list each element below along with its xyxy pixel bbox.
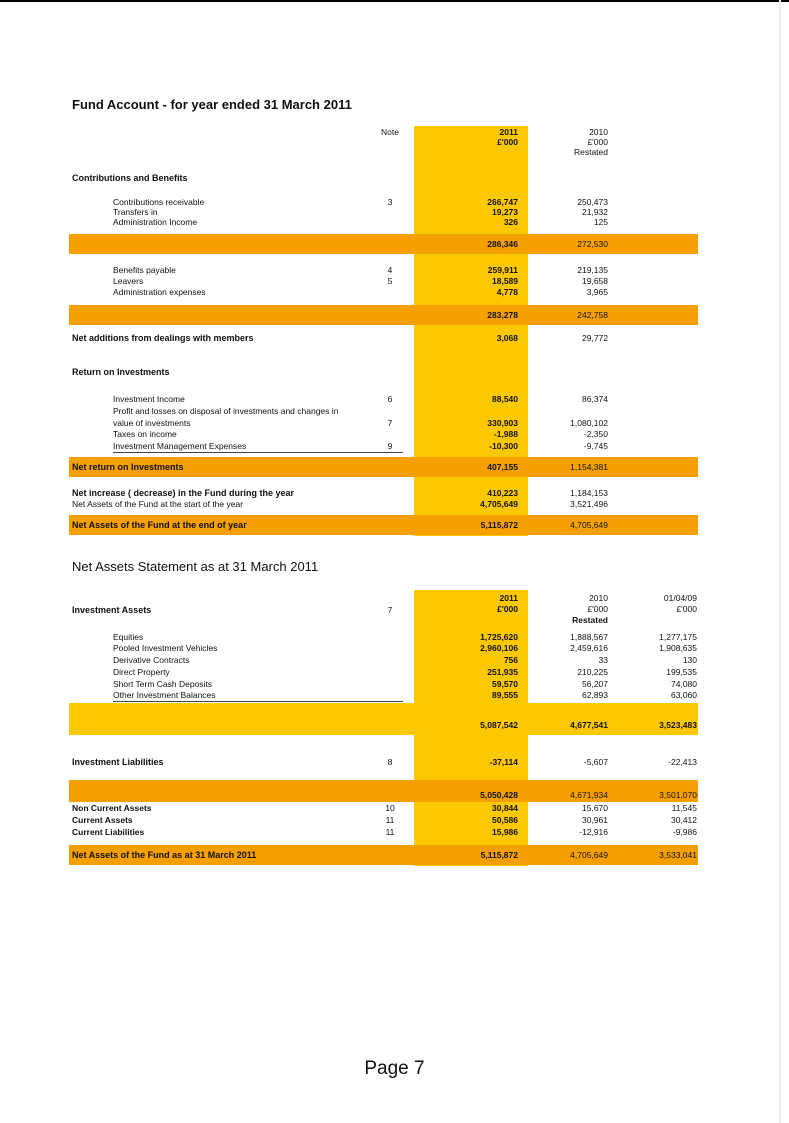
row-label: Benefits payable bbox=[113, 265, 176, 275]
final-net-assets-2010: 4,705,649 bbox=[570, 850, 608, 860]
row-label: Administration Income bbox=[113, 217, 198, 227]
row-2009-value: -9,986 bbox=[672, 827, 697, 837]
row-2011-value: 756 bbox=[503, 655, 518, 665]
row-2011-value: 15,986 bbox=[492, 827, 518, 837]
row-label: Leavers bbox=[113, 276, 144, 286]
subtotal-2010: 4,671,934 bbox=[570, 790, 608, 800]
year-2011-header: 2011 bbox=[499, 127, 518, 137]
net-assets-end-2011: 5,115,872 bbox=[480, 520, 518, 530]
row-2010-value: 19,658 bbox=[582, 276, 608, 286]
contributions-heading: Contributions and Benefits bbox=[72, 173, 188, 183]
row-note: 10 bbox=[385, 803, 395, 813]
row-2009-value: 1,908,635 bbox=[659, 643, 697, 653]
net-assets-start-2010: 3,521,496 bbox=[570, 499, 608, 509]
net-additions-label: Net additions from dealings with members bbox=[72, 333, 254, 343]
row-2009-value: 11,545 bbox=[671, 803, 697, 813]
row-label: Current Liabilities bbox=[72, 827, 145, 837]
net-assets-end-band bbox=[69, 515, 698, 535]
investment-liabilities-2009: -22,413 bbox=[668, 757, 697, 767]
row-2010-value: -9,745 bbox=[583, 441, 608, 451]
row-2011-value: 50,586 bbox=[492, 815, 518, 825]
na-year-2010-unit: £'000 bbox=[587, 604, 608, 614]
row-2010-value: 1,888,567 bbox=[570, 632, 608, 642]
row-2010-value: -12,916 bbox=[579, 827, 608, 837]
row-label: Investment Management Expenses bbox=[113, 441, 247, 451]
row-2010-value: 1,080,102 bbox=[570, 418, 608, 428]
row-2011-value: 30,844 bbox=[492, 803, 518, 813]
net-return-label: Net return on Investments bbox=[72, 462, 184, 472]
row-note: 3 bbox=[387, 197, 393, 207]
na-year-2009-unit: £'000 bbox=[676, 604, 697, 614]
row-2010-value: 33 bbox=[598, 655, 608, 665]
na-year-2009-header: 01/04/09 bbox=[663, 593, 697, 603]
row-label: Current Assets bbox=[72, 815, 133, 825]
row-2011-value: -10,300 bbox=[489, 441, 518, 451]
contributions-total-2011: 286,346 bbox=[487, 239, 518, 249]
assets-total-2009: 3,523,483 bbox=[659, 720, 697, 730]
row-2009-value: 130 bbox=[682, 655, 697, 665]
investment-assets-heading: Investment Assets bbox=[72, 605, 152, 615]
row-note: 5 bbox=[387, 276, 393, 286]
net-assets-end-2010: 4,705,649 bbox=[570, 520, 608, 530]
net-return-2011: 407,155 bbox=[487, 462, 518, 472]
row-2010-value: -2,350 bbox=[583, 429, 608, 439]
investment-liabilities-2011: -37,114 bbox=[489, 757, 518, 767]
row-2009-value: 1,277,175 bbox=[659, 632, 697, 642]
row-note: 6 bbox=[387, 394, 393, 404]
page-top-border bbox=[0, 0, 789, 2]
assets-total-band bbox=[69, 703, 698, 735]
row-label: Short Term Cash Deposits bbox=[113, 679, 213, 689]
row-2010-value: 86,374 bbox=[582, 394, 608, 404]
row-label: Investment Income bbox=[113, 394, 185, 404]
row-2009-value: 63,060 bbox=[671, 690, 697, 700]
row-2011-value: 2,960,106 bbox=[480, 643, 518, 653]
row-note: 9 bbox=[387, 441, 393, 451]
return-rows-underline bbox=[113, 452, 403, 453]
na-year-2011-unit: £'000 bbox=[497, 604, 518, 614]
row-2011-value: 330,903 bbox=[487, 418, 518, 428]
restated-label: Restated bbox=[573, 147, 608, 157]
final-net-assets-band bbox=[69, 845, 698, 865]
assets-total-2011: 5,087,542 bbox=[480, 720, 518, 730]
investment-assets-note: 7 bbox=[387, 605, 393, 615]
assets-total-2010: 4,677,541 bbox=[570, 720, 608, 730]
row-2010-value: 3,965 bbox=[586, 287, 608, 297]
row-label: Taxes on income bbox=[113, 429, 177, 439]
subtotal-band bbox=[69, 780, 698, 802]
row-2011-value: 19,273 bbox=[492, 207, 518, 217]
net-return-2010: 1,154,381 bbox=[570, 462, 608, 472]
contributions-total-2010: 272,530 bbox=[577, 239, 608, 249]
investment-liabilities-label: Investment Liabilities bbox=[72, 757, 164, 767]
investment-liabilities-2010: -5,607 bbox=[583, 757, 608, 767]
row-2010-value: 250,473 bbox=[577, 197, 608, 207]
row-label: Pooled Investment Vehicles bbox=[113, 643, 218, 653]
row-2011-value: 59,570 bbox=[492, 679, 518, 689]
row-label: Administration expenses bbox=[113, 287, 206, 297]
row-2010-value: 2,459,616 bbox=[570, 643, 608, 653]
net-additions-2010: 29,772 bbox=[582, 333, 608, 343]
net-increase-2010: 1,184,153 bbox=[570, 488, 608, 498]
year-2010-unit: £'000 bbox=[587, 137, 608, 147]
note-column-header: Note bbox=[381, 127, 399, 137]
row-2011-value: 1,725,620 bbox=[480, 632, 518, 642]
na-year-2010-header: 2010 bbox=[589, 593, 608, 603]
year-2011-unit: £'000 bbox=[497, 137, 518, 147]
row-2010-value: 210,225 bbox=[577, 667, 608, 677]
row-2010-value: 21,932 bbox=[582, 207, 608, 217]
na-restated-label: Restated bbox=[572, 615, 608, 625]
row-note: 4 bbox=[387, 265, 393, 275]
final-net-assets-2011: 5,115,872 bbox=[480, 850, 518, 860]
row-2011-value: 88,540 bbox=[492, 394, 518, 404]
row-label: Transfers in bbox=[113, 207, 158, 217]
net-assets-start-label: Net Assets of the Fund at the start of the year bbox=[72, 499, 244, 509]
net-return-band bbox=[69, 457, 698, 477]
row-2011-value: -1,988 bbox=[493, 429, 518, 439]
row-2009-value: 74,080 bbox=[671, 679, 697, 689]
net-additions-2011: 3,068 bbox=[496, 333, 518, 343]
subtotal-2011: 5,050,428 bbox=[480, 790, 518, 800]
row-label: Other Investment Balances bbox=[113, 690, 216, 700]
row-label: value of investments bbox=[113, 418, 191, 428]
row-2011-value: 326 bbox=[503, 217, 518, 227]
row-label: Contributions receivable bbox=[113, 197, 205, 207]
year-2010-header: 2010 bbox=[589, 127, 608, 137]
net-assets-title: Net Assets Statement as at 31 March 2011 bbox=[72, 559, 319, 574]
row-2010-value: 125 bbox=[593, 217, 608, 227]
net-increase-2011: 410,223 bbox=[487, 488, 518, 498]
row-2011-value: 89,555 bbox=[492, 690, 518, 700]
row-note: 7 bbox=[387, 418, 393, 428]
row-2010-value: 219,135 bbox=[577, 265, 608, 275]
benefits-total-band bbox=[69, 305, 698, 325]
subtotal-2009: 3,501,070 bbox=[659, 790, 697, 800]
row-2010-value: 15,670 bbox=[582, 803, 608, 813]
final-net-assets-label: Net Assets of the Fund as at 31 March 2011 bbox=[72, 850, 257, 860]
row-2011-value: 266,747 bbox=[487, 197, 518, 207]
investment-liabilities-note: 8 bbox=[387, 757, 393, 767]
row-2011-value: 18,589 bbox=[492, 276, 518, 286]
benefits-total-2011: 283,278 bbox=[487, 310, 518, 320]
benefits-total-2010: 242,758 bbox=[577, 310, 608, 320]
contributions-total-band bbox=[69, 234, 698, 254]
row-label: Derivative Contracts bbox=[113, 655, 190, 665]
row-note: 11 bbox=[385, 827, 395, 837]
row-2009-value: 199,535 bbox=[666, 667, 697, 677]
row-2009-value: 30,412 bbox=[671, 815, 697, 825]
row-label: Direct Property bbox=[113, 667, 170, 677]
row-2010-value: 62,893 bbox=[582, 690, 608, 700]
row-2011-value: 4,778 bbox=[496, 287, 518, 297]
na-year-2011-header: 2011 bbox=[499, 593, 518, 603]
row-2010-value: 30,961 bbox=[582, 815, 608, 825]
page-right-edge bbox=[779, 0, 781, 1123]
net-increase-label: Net increase ( decrease) in the Fund during the year bbox=[72, 488, 295, 498]
row-2011-value: 251,935 bbox=[487, 667, 518, 677]
fund-account-title: Fund Account - for year ended 31 March 2011 bbox=[72, 97, 352, 112]
final-net-assets-2009: 3,533,041 bbox=[659, 850, 697, 860]
row-2010-value: 56,207 bbox=[582, 679, 608, 689]
net-assets-end-label: Net Assets of the Fund at the end of year bbox=[72, 520, 247, 530]
row-label: Equities bbox=[113, 632, 144, 642]
net-assets-start-2011: 4,705,649 bbox=[480, 499, 518, 509]
return-heading: Return on Investments bbox=[72, 367, 170, 377]
row-2011-value: 259,911 bbox=[487, 265, 518, 275]
row-label: Non Current Assets bbox=[72, 803, 152, 813]
asset-rows-underline bbox=[113, 701, 403, 702]
row-note: 11 bbox=[385, 815, 395, 825]
page-number: Page 7 bbox=[364, 1058, 425, 1079]
row-label: Profit and losses on disposal of investments and changes in bbox=[113, 406, 339, 416]
